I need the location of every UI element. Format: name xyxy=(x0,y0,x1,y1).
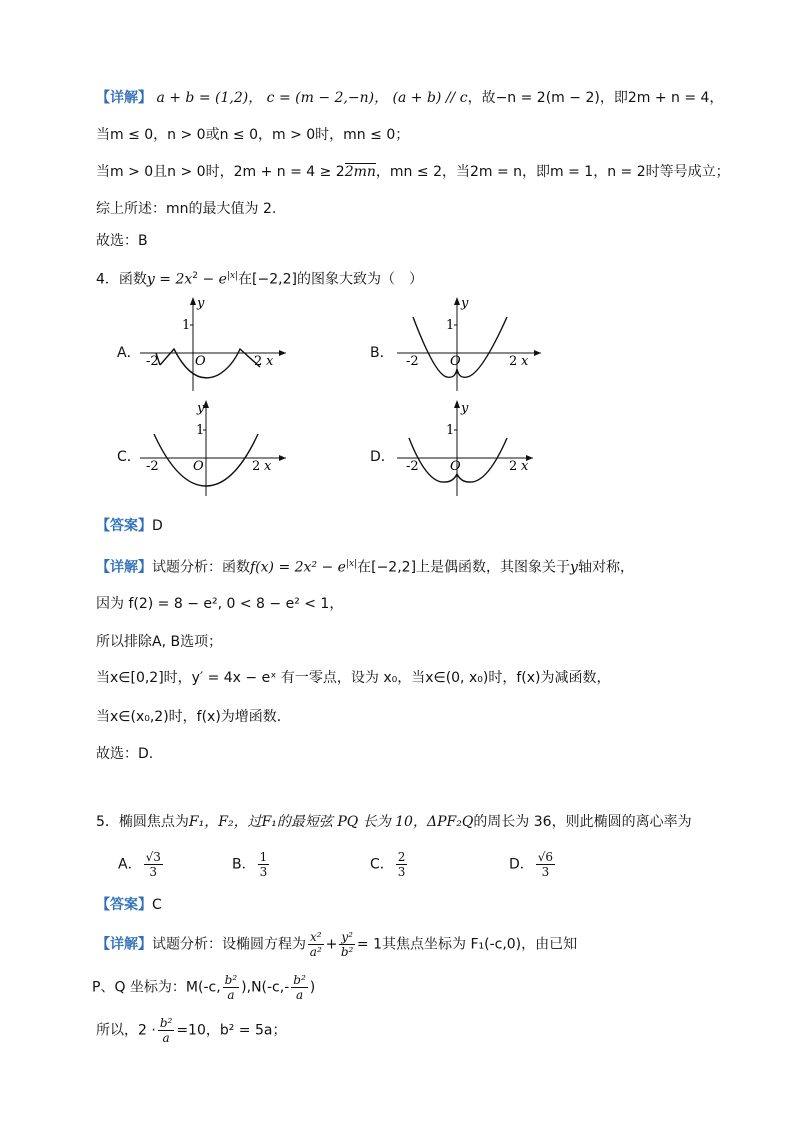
q5-option-c: C． $\frac{2}{3}$ xyxy=(370,850,406,879)
q4-detail-line-2: 因为 f(2) = 8 − e², 0 < 8 − e² < 1， xyxy=(96,596,344,612)
tick-one: 1 xyxy=(446,318,455,333)
graph-option-c xyxy=(138,398,288,498)
q4-answer: 【答案】D xyxy=(96,518,163,534)
q5-answer: 【答案】C xyxy=(96,897,162,913)
tick-one: 1 xyxy=(446,423,455,438)
q3-detail-line-2: 当m ≤ 0，n > 0或n ≤ 0，m > 0时，mn ≤ 0； xyxy=(96,127,410,143)
q4-detail-line-3: 所以排除A, B选项； xyxy=(96,634,223,650)
q3-detail-line-4: 综上所述：mn的最大值为 2. xyxy=(96,201,277,217)
tick-pos2: 2 xyxy=(252,459,261,474)
q4-detail-line-1: 【详解】试题分析：函数$f(x) = 2x^2 - e^{|x|}$在[−2,2]上是偶函数，其图象关于y轴对称， xyxy=(96,559,634,576)
q5-detail-line-3: 所以，2 · $\frac{\text{b²}}{a}$ =10，b² = 5a； xyxy=(96,1016,287,1045)
option-c-label: C． xyxy=(117,449,141,465)
q5-option-d: D． $\frac{√6}{3}$ xyxy=(509,850,554,879)
q3-detail-line-5: 故选：B xyxy=(96,233,148,249)
x-axis-label: x xyxy=(521,354,529,369)
q5-option-b: B． $\frac{1}{3}$ xyxy=(232,850,268,879)
tick-one: 1 xyxy=(196,423,205,438)
parallel-condition: (a + b) // c xyxy=(392,90,468,106)
q5-option-a: A． $\frac{√3}{3}$ xyxy=(118,850,161,879)
origin-label: O xyxy=(193,459,204,474)
q5-stem: 5．椭圆焦点为F₁，F₂，过F₁的最短弦 PQ 长为 10，ΔPF₂Q的周长为 36，则此椭圆的离心率为 xyxy=(96,814,692,830)
detail-tag: 【详解】 xyxy=(96,90,152,106)
vector-c: c = (m − 2,−n)， xyxy=(266,90,389,106)
origin-label: O xyxy=(450,459,461,474)
tick-pos2: 2 xyxy=(254,354,263,369)
q4-detail-line-4: 当x∈[0,2]时，y′ = 4x − eˣ 有一零点，设为 x₀，当x∈(0, x₀)时，f(x)为减函数， xyxy=(96,670,611,686)
q4-stem: 4．函数$y = 2x^2 - e^{|x|}$在[−2,2]的图象大致为（ ） xyxy=(96,271,423,288)
graph-option-d xyxy=(395,398,545,498)
tick-one: 1 xyxy=(182,318,191,333)
y-axis-label: y xyxy=(197,401,205,416)
q3-derivation: ，故−n = 2(m − 2)，即2m + n = 4， xyxy=(467,90,724,106)
tick-neg2: -2 xyxy=(146,354,159,369)
vector-sum: a + b = (1,2)， xyxy=(156,90,263,106)
graph-option-a xyxy=(138,295,288,395)
q5-detail-line-1: 【详解】试题分析：设椭圆方程为 $\frac{\text{x²}}{\text{a²}}$ + $\frac{\text{y²}}{\text{b²}}$ = 1其焦点坐标为 F₁(-c,0)，由已知 xyxy=(96,930,578,959)
tick-pos2: 2 xyxy=(509,354,518,369)
graph-option-b xyxy=(395,295,545,395)
tick-neg2: -2 xyxy=(146,459,159,474)
x-axis-label: x xyxy=(264,459,272,474)
q4-detail-line-6: 故选：D. xyxy=(96,746,154,762)
answer-value: C xyxy=(152,897,162,913)
option-b-label: B． xyxy=(370,345,394,361)
y-axis-label: y xyxy=(197,296,205,311)
x-axis-label: x xyxy=(266,354,274,369)
tick-neg2: -2 xyxy=(406,354,419,369)
x-axis-label: x xyxy=(521,459,529,474)
tick-pos2: 2 xyxy=(509,459,518,474)
y-axis-label: y xyxy=(461,296,469,311)
tick-neg2: -2 xyxy=(406,459,419,474)
q3-detail-line-3: 当m > 0且n > 0时，2m + n = 4 ≥ 22mn，mn ≤ 2，当2m = n，即m = 1，n = 2时等号成立； xyxy=(96,164,730,180)
q5-detail-line-2: P、Q 坐标为：M(-c, $\frac{\text{b²}}{a}$ ),N(-c,- $\frac{\text{b²}}{a}$ ) xyxy=(92,973,316,1002)
q3-detail-line-1 xyxy=(96,88,723,108)
y-axis-label: y xyxy=(461,401,469,416)
option-a-label: A． xyxy=(117,345,141,361)
answer-value: D xyxy=(152,518,163,534)
q4-detail-line-5: 当x∈(x₀,2)时，f(x)为增函数． xyxy=(96,709,291,725)
origin-label: O xyxy=(195,354,206,369)
option-d-label: D． xyxy=(370,449,395,465)
origin-label: O xyxy=(450,354,461,369)
